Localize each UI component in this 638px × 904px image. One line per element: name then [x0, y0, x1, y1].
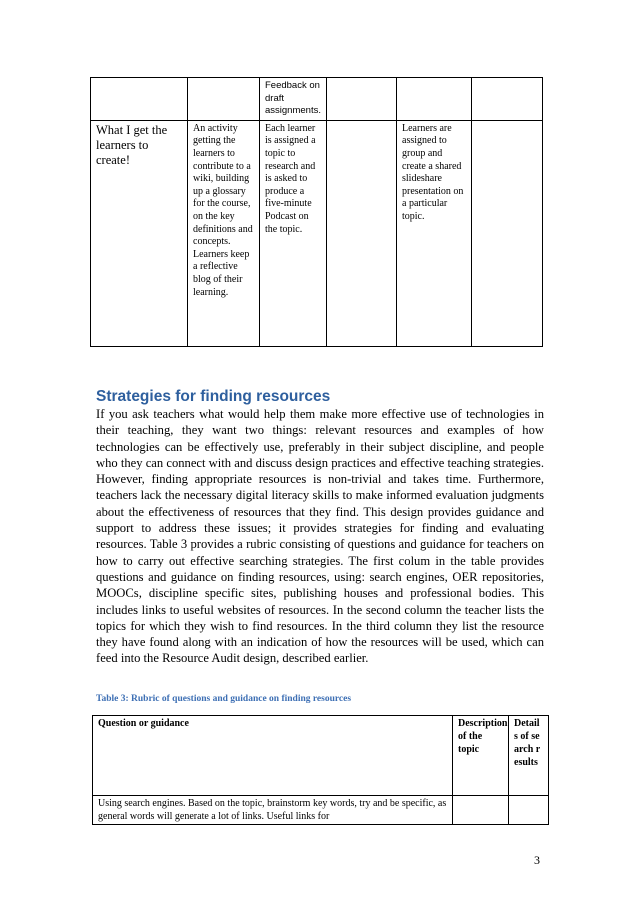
table-cell: An activity getting the learners to contribute to a wiki, building up a glossary for the course, on the key definitions and concepts. Learners keep a reflective blog of their learning. [188, 120, 260, 346]
table-cell: Feedback on draft assignments. [260, 78, 327, 121]
page-number: 3 [534, 853, 540, 867]
rubric-table [92, 715, 549, 825]
table-cell [327, 120, 397, 346]
table-cell [91, 78, 188, 121]
table-cell [472, 120, 543, 346]
table-row [93, 796, 549, 825]
table-header-row [93, 716, 549, 796]
table-cell [453, 796, 509, 825]
header-cell: Details of search results [509, 716, 549, 796]
header-cell: Description of the topic [453, 716, 509, 796]
body-paragraph: If you ask teachers what would help them make more effective use of technologies in their teaching, they want two things: relevant resources and examples of how technologies can be effectively use, preferably in their subject discipline, and people who they can connect with and discuss design practices and effective teaching strategies. However, finding appropriate resources is non-trivial and takes time. Furthermore, teachers lack the necessary digital literacy skills to make informed evaluation judgments about the effectiveness of resources that they find. This design provides guidance and support to address these issues; it provides strategies for finding and evaluating resources. Table 3 provides a rubric consisting of questions and guidance for teachers on how to carry out effective searching strategies. The first colum in the table provides questions and guidance on finding resources, using: search engines, OER repositories, MOOCs, discipline specific sites, publishing houses and professional bodies. This includes links to useful websites of resources. In the second column the teacher lists the topics for which they wish to find resources. In the third column they list the resource they have found along with an indication of how the resources will be used, which can feed into the Resource Audit design, described earlier. [96, 407, 544, 666]
header-cell: Question or guidance [93, 716, 453, 796]
table-cell [188, 78, 260, 121]
table-cell: Learners are assigned to group and create a shared slideshare presentation on a particular topic. [397, 120, 472, 346]
table-cell: Using search engines. Based on the topic, brainstorm key words, try and be specific, as general words will generate a lot of links. Useful links for [93, 796, 453, 825]
table-cell [327, 78, 397, 121]
table-row [91, 120, 543, 346]
table-cell: What I get the learners to create! [91, 120, 188, 346]
activities-table [90, 77, 543, 347]
table-cell: Each learner is assigned a topic to research and is asked to produce a five-minute Podcast on the topic. [260, 120, 327, 346]
table-cell [397, 78, 472, 121]
section-heading: Strategies for finding resources [96, 388, 331, 405]
table-row [91, 78, 543, 121]
table-cell [509, 796, 549, 825]
table-caption: Table 3: Rubric of questions and guidance on finding resources [96, 694, 352, 704]
table-cell [472, 78, 543, 121]
